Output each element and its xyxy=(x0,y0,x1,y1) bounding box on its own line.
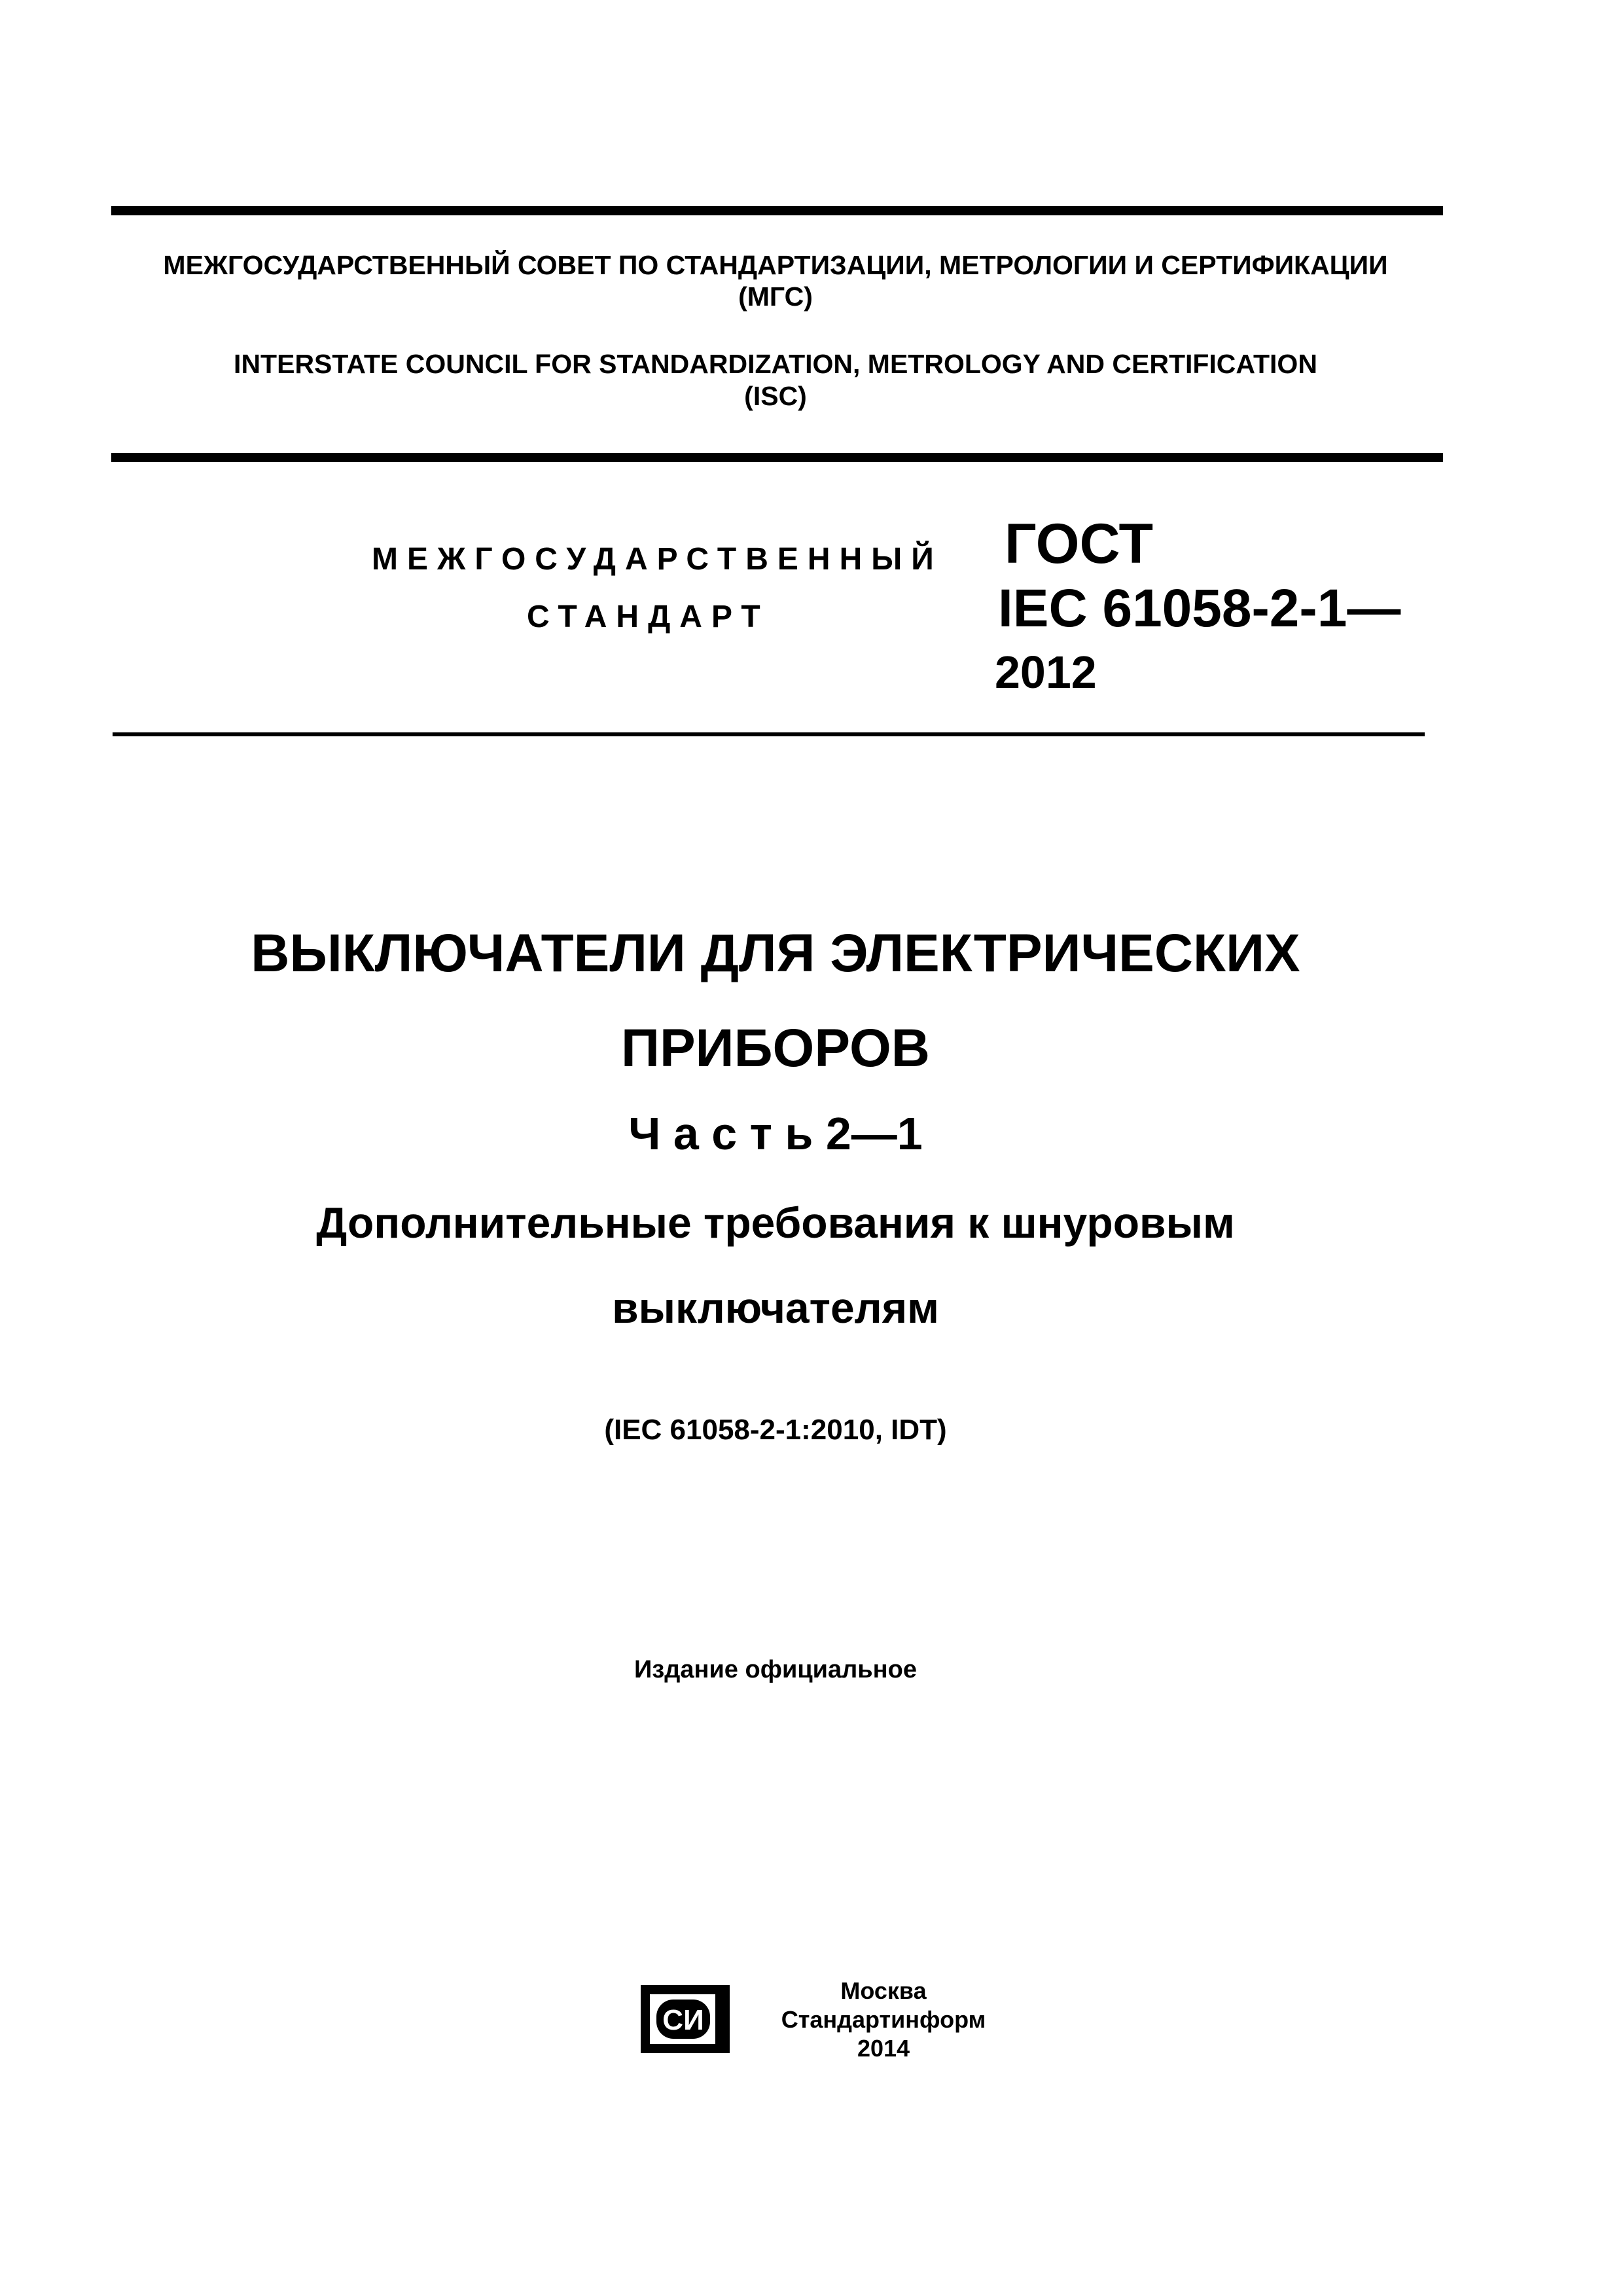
publisher-block xyxy=(753,1977,1014,2063)
publisher-city: Москва xyxy=(840,1977,927,2004)
subtitle-line1: Дополнительные требования к шнуровым xyxy=(316,1198,1235,1247)
part-number: Ч а с т ь 2—1 xyxy=(628,1108,923,1159)
subtitle-line2: выключателям xyxy=(612,1283,939,1332)
standard-label-line2: СТАНДАРТ xyxy=(527,600,770,634)
gost-line3: 2012 xyxy=(995,647,1097,698)
council-ru-line1: МЕЖГОСУДАРСТВЕННЫЙ СОВЕТ ПО СТАНДАРТИЗАЦИИ, МЕТРОЛОГИИ И СЕРТИФИКАЦИИ xyxy=(163,250,1388,280)
header-bottom-rule xyxy=(113,732,1425,736)
publisher-year: 2014 xyxy=(857,2035,910,2062)
publisher-name: Стандартинформ xyxy=(781,2006,986,2033)
edition-label: Издание официальное xyxy=(634,1656,917,1683)
council-en-line2: (ISC) xyxy=(744,381,807,411)
top-rule xyxy=(111,206,1443,215)
council-ru-line2: (МГС) xyxy=(738,281,813,312)
council-bottom-rule xyxy=(111,453,1443,462)
council-en-line1: INTERSTATE COUNCIL FOR STANDARDIZATION, METROLOGY AND CERTIFICATION xyxy=(234,349,1317,379)
title-line2: ПРИБОРОВ xyxy=(621,1018,930,1078)
logo-lettering: СИ xyxy=(662,2004,704,2036)
gost-line1: ГОСТ xyxy=(1005,512,1154,575)
standard-label-line1: МЕЖГОСУДАРСТВЕННЫЙ xyxy=(372,542,943,577)
international-reference: (IEC 61058-2-1:2010, IDT) xyxy=(604,1414,947,1446)
title-line1: ВЫКЛЮЧАТЕЛИ ДЛЯ ЭЛЕКТРИЧЕСКИХ xyxy=(251,924,1300,983)
gost-line2: IEC 61058-2-1— xyxy=(998,579,1401,638)
standartinform-logo xyxy=(638,1980,736,2058)
